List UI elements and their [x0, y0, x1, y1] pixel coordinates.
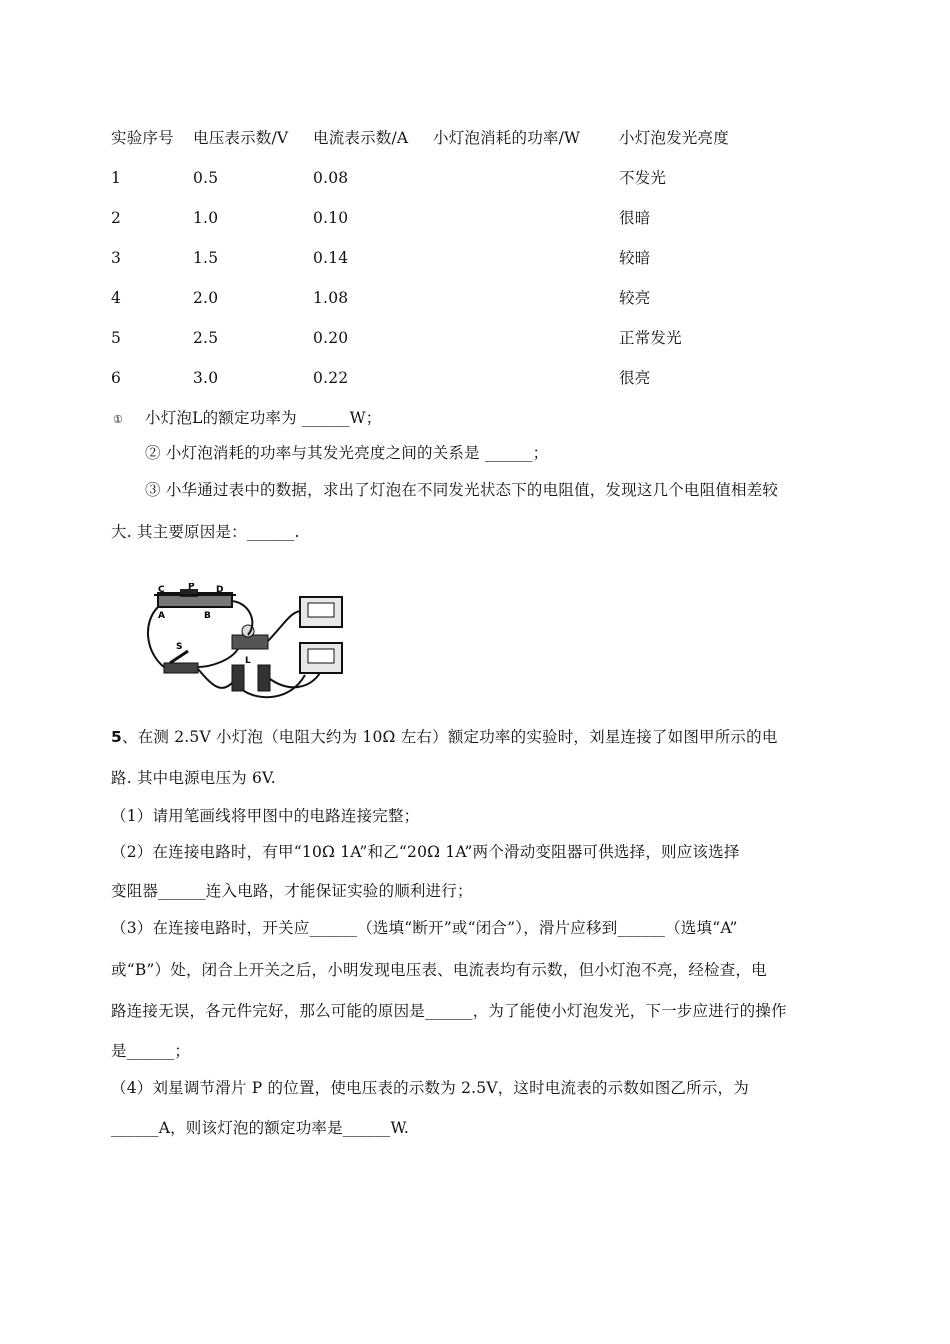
table-cell-no: 4	[111, 289, 122, 307]
table-cell-brightness: 较亮	[619, 289, 651, 307]
q5-line1-text: 、在测 2.5V 小灯泡（电阻大约为 10Ω 左右）额定功率的实验时，刘星连接了如图甲所示的电	[122, 728, 778, 746]
table-cell-no: 1	[111, 169, 122, 187]
table-cell-brightness: 较暗	[619, 249, 651, 267]
table-cell-brightness: 很暗	[619, 209, 651, 227]
q5-part3-line4: 是______；	[111, 1042, 191, 1060]
q5-part3-line3: 路连接无误，各元件完好，那么可能的原因是______，为了能使小灯泡发光，下一步应进行的操作	[111, 1002, 787, 1020]
table-cell-no: 3	[111, 249, 122, 267]
table-cell-current: 1.08	[313, 289, 349, 307]
q5-line1	[111, 727, 778, 747]
table-header-current: 电流表示数/A	[313, 129, 409, 147]
table-cell-voltage: 1.0	[193, 209, 219, 227]
table-header-no: 实验序号	[111, 129, 174, 147]
q4-sub3-line1: ③ 小华通过表中的数据，求出了灯泡在不同发光状态下的电阻值，发现这几个电阻值相差较	[145, 481, 779, 499]
table-cell-current: 0.08	[313, 169, 349, 187]
table-cell-voltage: 0.5	[193, 169, 219, 187]
q5-line2: 路. 其中电源电压为 6V.	[111, 769, 276, 787]
table-header-power: 小灯泡消耗的功率/W	[433, 129, 581, 147]
table-cell-voltage: 2.0	[193, 289, 219, 307]
q5-part4-line2: ______A，则该灯泡的额定功率是______W.	[111, 1119, 410, 1137]
label-d: D	[216, 585, 224, 595]
table-cell-no: 6	[111, 369, 122, 387]
table-cell-voltage: 3.0	[193, 369, 219, 387]
q5-part4-line1: （4）刘星调节滑片 P 的位置，使电压表的示数为 2.5V，这时电流表的示数如图乙所示，为	[111, 1079, 749, 1097]
table-header-voltage: 电压表示数/V	[193, 129, 289, 147]
table-header-brightness: 小灯泡发光亮度	[619, 129, 729, 147]
q5-part3-line1: （3）在连接电路时，开关应______（选填“断开”或“闭合”），滑片应移到______（选填“A”	[111, 919, 738, 937]
table-cell-brightness: 很亮	[619, 369, 651, 387]
table-cell-brightness: 不发光	[619, 169, 667, 187]
table-cell-no: 5	[111, 329, 122, 347]
q4-sub3-line2: 大. 其主要原因是：______.	[111, 523, 300, 541]
question-number: 5	[111, 728, 122, 746]
q5-part2-line1: （2）在连接电路时，有甲“10Ω 1A”和乙“20Ω 1A”两个滑动变阻器可供选择，则应该选择	[111, 843, 740, 861]
table-cell-voltage: 2.5	[193, 329, 219, 347]
label-b: B	[204, 611, 211, 621]
label-s: S	[176, 642, 183, 652]
battery-cell	[258, 665, 270, 691]
label-c: C	[158, 585, 165, 595]
table-cell-current: 0.22	[313, 369, 349, 387]
switch	[164, 663, 198, 673]
table-cell-current: 0.10	[313, 209, 349, 227]
label-a: A	[158, 611, 165, 621]
q5-part3-line2: 或“B”）处，闭合上开关之后，小明发现电压表、电流表均有示数，但小灯泡不亮，经检查，电	[111, 961, 767, 979]
table-cell-no: 2	[111, 209, 122, 227]
table-cell-current: 0.14	[313, 249, 349, 267]
label-p: P	[188, 583, 195, 592]
q5-part1: （1）请用笔画线将甲图中的电路连接完整；	[111, 807, 420, 825]
label-l: L	[245, 656, 251, 666]
table-cell-voltage: 1.5	[193, 249, 219, 267]
q5-part2-line2: 变阻器______连入电路，才能保证实验的顺利进行；	[111, 882, 473, 900]
circuit-photo-figure	[140, 583, 350, 703]
circled-number-marker: ①	[113, 413, 124, 426]
table-cell-current: 0.20	[313, 329, 349, 347]
battery-cell	[232, 665, 244, 691]
table-cell-brightness: 正常发光	[619, 329, 682, 347]
q4-sub2-text: ② 小灯泡消耗的功率与其发光亮度之间的关系是 ______；	[145, 444, 549, 462]
q4-sub1-text: 小灯泡L的额定功率为 ______W；	[145, 409, 382, 427]
